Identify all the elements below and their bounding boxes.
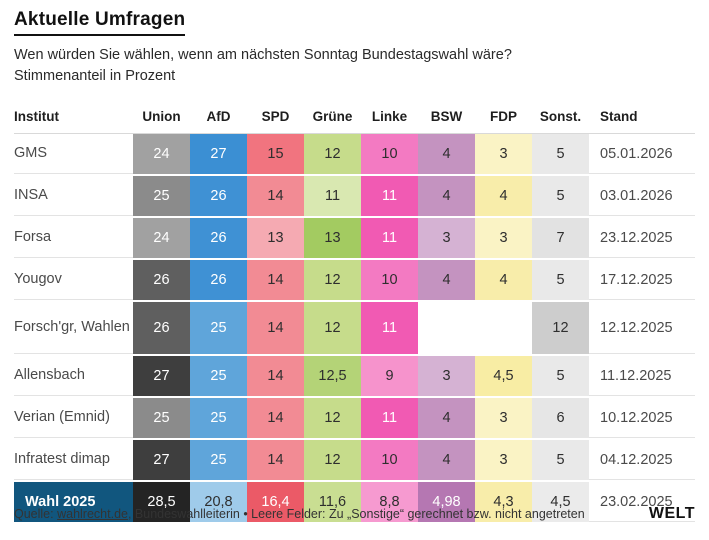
value-cell: 3: [475, 398, 532, 438]
value-cell: [475, 302, 532, 354]
value-cell: 14: [247, 440, 304, 480]
value-cell: 12: [304, 302, 361, 354]
value-cell: 25: [190, 398, 247, 438]
value-cell: 4,5: [475, 356, 532, 396]
value-cell: 25: [133, 398, 190, 438]
value-cell: 4: [418, 398, 475, 438]
value-cell: 4: [418, 260, 475, 300]
value-cell: 14: [247, 398, 304, 438]
value-cell: 24: [133, 134, 190, 174]
table-header-row: [14, 101, 695, 134]
value-cell: 26: [190, 218, 247, 258]
value-cell: 4,5: [532, 482, 589, 522]
value-cell: 20,8: [190, 482, 247, 522]
value-cell: 16,4: [247, 482, 304, 522]
value-cell: 13: [247, 218, 304, 258]
value-cell: 4: [475, 176, 532, 216]
value-cell: 6: [532, 398, 589, 438]
value-cell: 14: [247, 356, 304, 396]
value-cell: 5: [532, 356, 589, 396]
stand-cell: 03.01.2026: [589, 176, 695, 216]
value-cell: 12: [532, 302, 589, 354]
value-cell: 12,5: [304, 356, 361, 396]
value-cell: 27: [133, 356, 190, 396]
stand-cell: 12.12.2025: [589, 302, 695, 354]
column-header-institut: Institut: [14, 109, 59, 125]
table-row: [14, 176, 695, 216]
value-cell: 28,5: [133, 482, 190, 522]
source-text: [14, 507, 585, 521]
value-cell: 4: [418, 440, 475, 480]
value-cell: 11: [361, 302, 418, 354]
institut-cell: Verian (Emnid): [14, 398, 133, 438]
subtitle-line-1: Wen würden Sie wählen, wenn am nächsten Sonntag Bundestagswahl wäre?: [14, 47, 512, 63]
value-cell: 11: [361, 176, 418, 216]
table-row: [14, 440, 695, 480]
value-cell: 3: [418, 356, 475, 396]
institut-cell: GMS: [14, 134, 133, 174]
value-cell: [418, 302, 475, 354]
institut-cell: Forsch'gr, Wahlen: [14, 302, 133, 354]
subtitle: [14, 45, 695, 87]
welt-logo: WELT: [648, 505, 695, 522]
value-cell: 11: [304, 176, 361, 216]
table-row: [14, 302, 695, 354]
value-cell: 13: [304, 218, 361, 258]
value-cell: 5: [532, 260, 589, 300]
value-cell: 9: [361, 356, 418, 396]
value-cell: 4,3: [475, 482, 532, 522]
value-cell: 26: [133, 302, 190, 354]
source-prefix: Quelle:: [14, 507, 58, 521]
value-cell: 5: [532, 176, 589, 216]
stand-cell: 04.12.2025: [589, 440, 695, 480]
value-cell: 12: [304, 260, 361, 300]
value-cell: 10: [361, 440, 418, 480]
institut-cell: Infratest dimap: [14, 440, 133, 480]
source-link[interactable]: wahlrecht.de: [57, 507, 128, 521]
subtitle-line-2: Stimmenanteil in Prozent: [14, 68, 176, 85]
value-cell: 11: [361, 398, 418, 438]
column-header-spd: SPD: [261, 109, 290, 125]
value-cell: 4: [475, 260, 532, 300]
value-cell: 3: [475, 218, 532, 258]
stand-cell: 11.12.2025: [589, 356, 695, 396]
value-cell: 26: [190, 260, 247, 300]
value-cell: 11: [361, 218, 418, 258]
table-row: [14, 398, 695, 438]
value-cell: 25: [190, 440, 247, 480]
institut-cell: Wahl 2025: [14, 482, 133, 522]
stand-cell: 10.12.2025: [589, 398, 695, 438]
value-cell: 25: [133, 176, 190, 216]
value-cell: 12: [304, 134, 361, 174]
value-cell: 12: [304, 398, 361, 438]
value-cell: 27: [190, 134, 247, 174]
table-row: [14, 260, 695, 300]
column-header-linke: Linke: [371, 109, 408, 125]
institut-cell: INSA: [14, 176, 133, 216]
value-cell: 4,98: [418, 482, 475, 522]
institut-cell: Allensbach: [14, 356, 133, 396]
value-cell: 25: [190, 356, 247, 396]
value-cell: 12: [304, 440, 361, 480]
value-cell: 3: [418, 218, 475, 258]
value-cell: 7: [532, 218, 589, 258]
column-header-bsw: BSW: [430, 109, 463, 125]
value-cell: 3: [475, 440, 532, 480]
value-cell: 5: [532, 134, 589, 174]
value-cell: 4: [418, 176, 475, 216]
value-cell: 3: [475, 134, 532, 174]
column-header-sonst: Sonst.: [539, 109, 582, 125]
institut-cell: Yougov: [14, 260, 133, 300]
column-header-fdp: FDP: [490, 109, 517, 125]
footer: [14, 505, 695, 523]
value-cell: 4: [418, 134, 475, 174]
column-header-stand: Stand: [600, 109, 638, 125]
poll-table: [14, 101, 695, 522]
value-cell: 10: [361, 260, 418, 300]
value-cell: 14: [247, 302, 304, 354]
stand-cell: 23.12.2025: [589, 218, 695, 258]
value-cell: 8,8: [361, 482, 418, 522]
column-header-grne: Grüne: [312, 109, 353, 125]
stand-cell: 05.01.2026: [589, 134, 695, 174]
stand-cell: 17.12.2025: [589, 260, 695, 300]
table-body: [14, 134, 695, 522]
column-header-union: Union: [142, 109, 181, 125]
table-row: [14, 134, 695, 174]
table-row: [14, 356, 695, 396]
value-cell: 14: [247, 176, 304, 216]
value-cell: 26: [133, 260, 190, 300]
value-cell: 24: [133, 218, 190, 258]
table-row: [14, 218, 695, 258]
page-title: Aktuelle Umfragen: [14, 9, 185, 36]
value-cell: 10: [361, 134, 418, 174]
value-cell: 5: [532, 440, 589, 480]
value-cell: 11,6: [304, 482, 361, 522]
column-header-afd: AfD: [206, 109, 231, 125]
value-cell: 14: [247, 260, 304, 300]
value-cell: 26: [190, 176, 247, 216]
source-rest: , Bundeswahlleiterin • Leere Felder: Zu „Sonstige“ gerechnet bzw. nicht angetreten: [127, 507, 585, 521]
institut-cell: Forsa: [14, 218, 133, 258]
value-cell: 25: [190, 302, 247, 354]
value-cell: 15: [247, 134, 304, 174]
stand-cell: 23.02.2025: [589, 482, 695, 522]
value-cell: 27: [133, 440, 190, 480]
